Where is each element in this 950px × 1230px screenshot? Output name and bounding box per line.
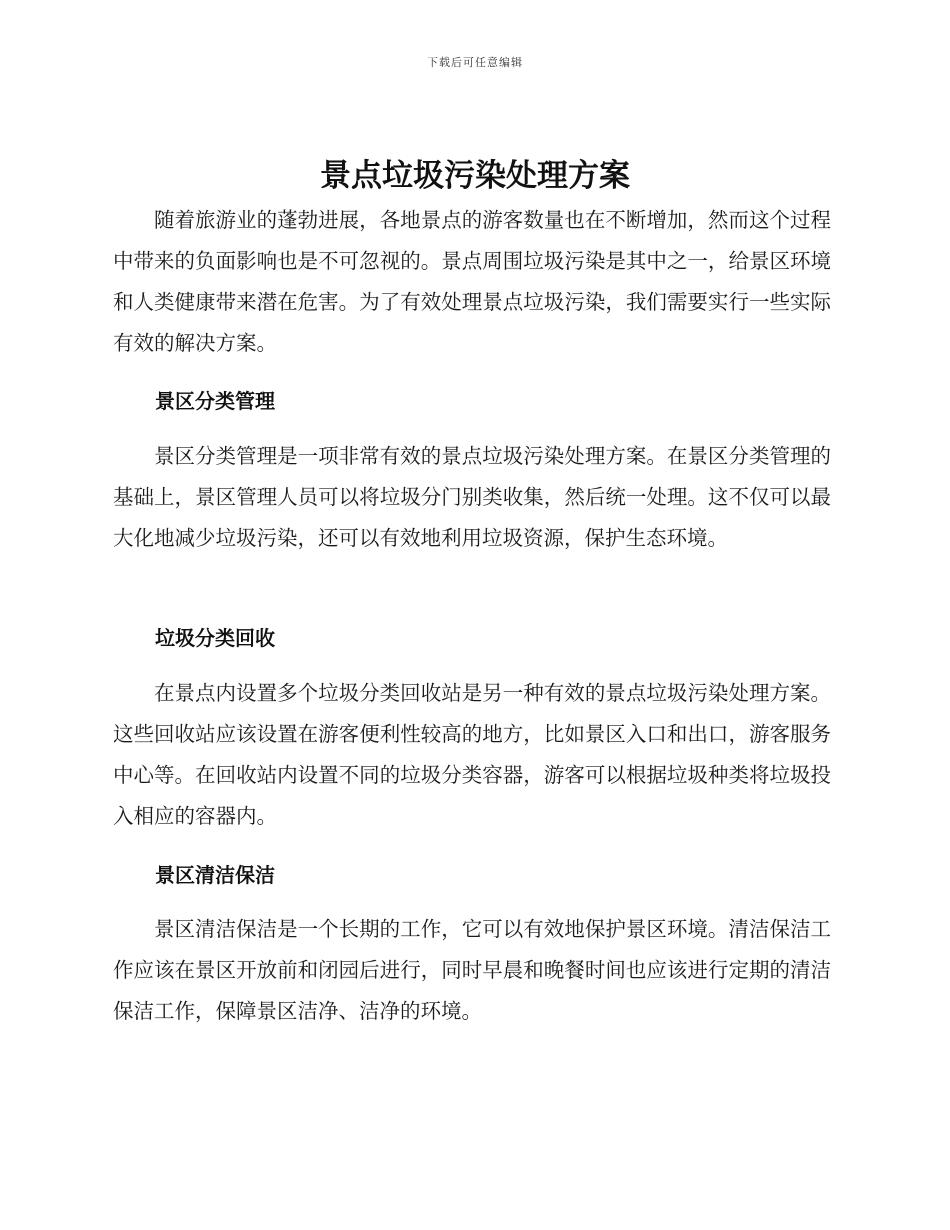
section-body-classification-management: 景区分类管理是一项非常有效的景点垃圾污染处理方案。在景区分类管理的基础上，景区管理人员可以将垃圾分门别类收集，然后统一处理。这不仅可以最大化地减少垃圾污染，还可以有效地利用垃圾资源，保护生态环境。: [113, 444, 831, 550]
running-header: 下载后可任意编辑: [427, 56, 523, 69]
section-heading-recycling: 垃圾分类回收: [155, 626, 275, 650]
page-title: 景点垃圾污染处理方案: [320, 158, 630, 194]
section-body-recycling: 在景点内设置多个垃圾分类回收站是另一种有效的景点垃圾污染处理方案。这些回收站应该设置在游客便利性较高的地方，比如景区入口和出口，游客服务中心等。在回收站内设置不同的垃圾分类容器，游客可以根据垃圾种类将垃圾投入相应的容器内。: [113, 681, 831, 828]
section-body-cleaning: 景区清洁保洁是一个长期的工作，它可以有效地保护景区环境。清洁保洁工作应该在景区开放前和闭园后进行，同时早晨和晚餐时间也应该进行定期的清洁保洁工作，保障景区洁净、洁净的环境。: [113, 917, 831, 1023]
section-heading-cleaning: 景区清洁保洁: [155, 863, 275, 887]
intro-paragraph: 随着旅游业的蓬勃进展，各地景点的游客数量也在不断增加，然而这个过程中带来的负面影响也是不可忽视的。景点周围垃圾污染是其中之一，给景区环境和人类健康带来潜在危害。为了有效处理景点垃圾污染，我们需要实行一些实际有效的解决方案。: [113, 208, 831, 355]
section-heading-classification-management: 景区分类管理: [155, 389, 275, 413]
